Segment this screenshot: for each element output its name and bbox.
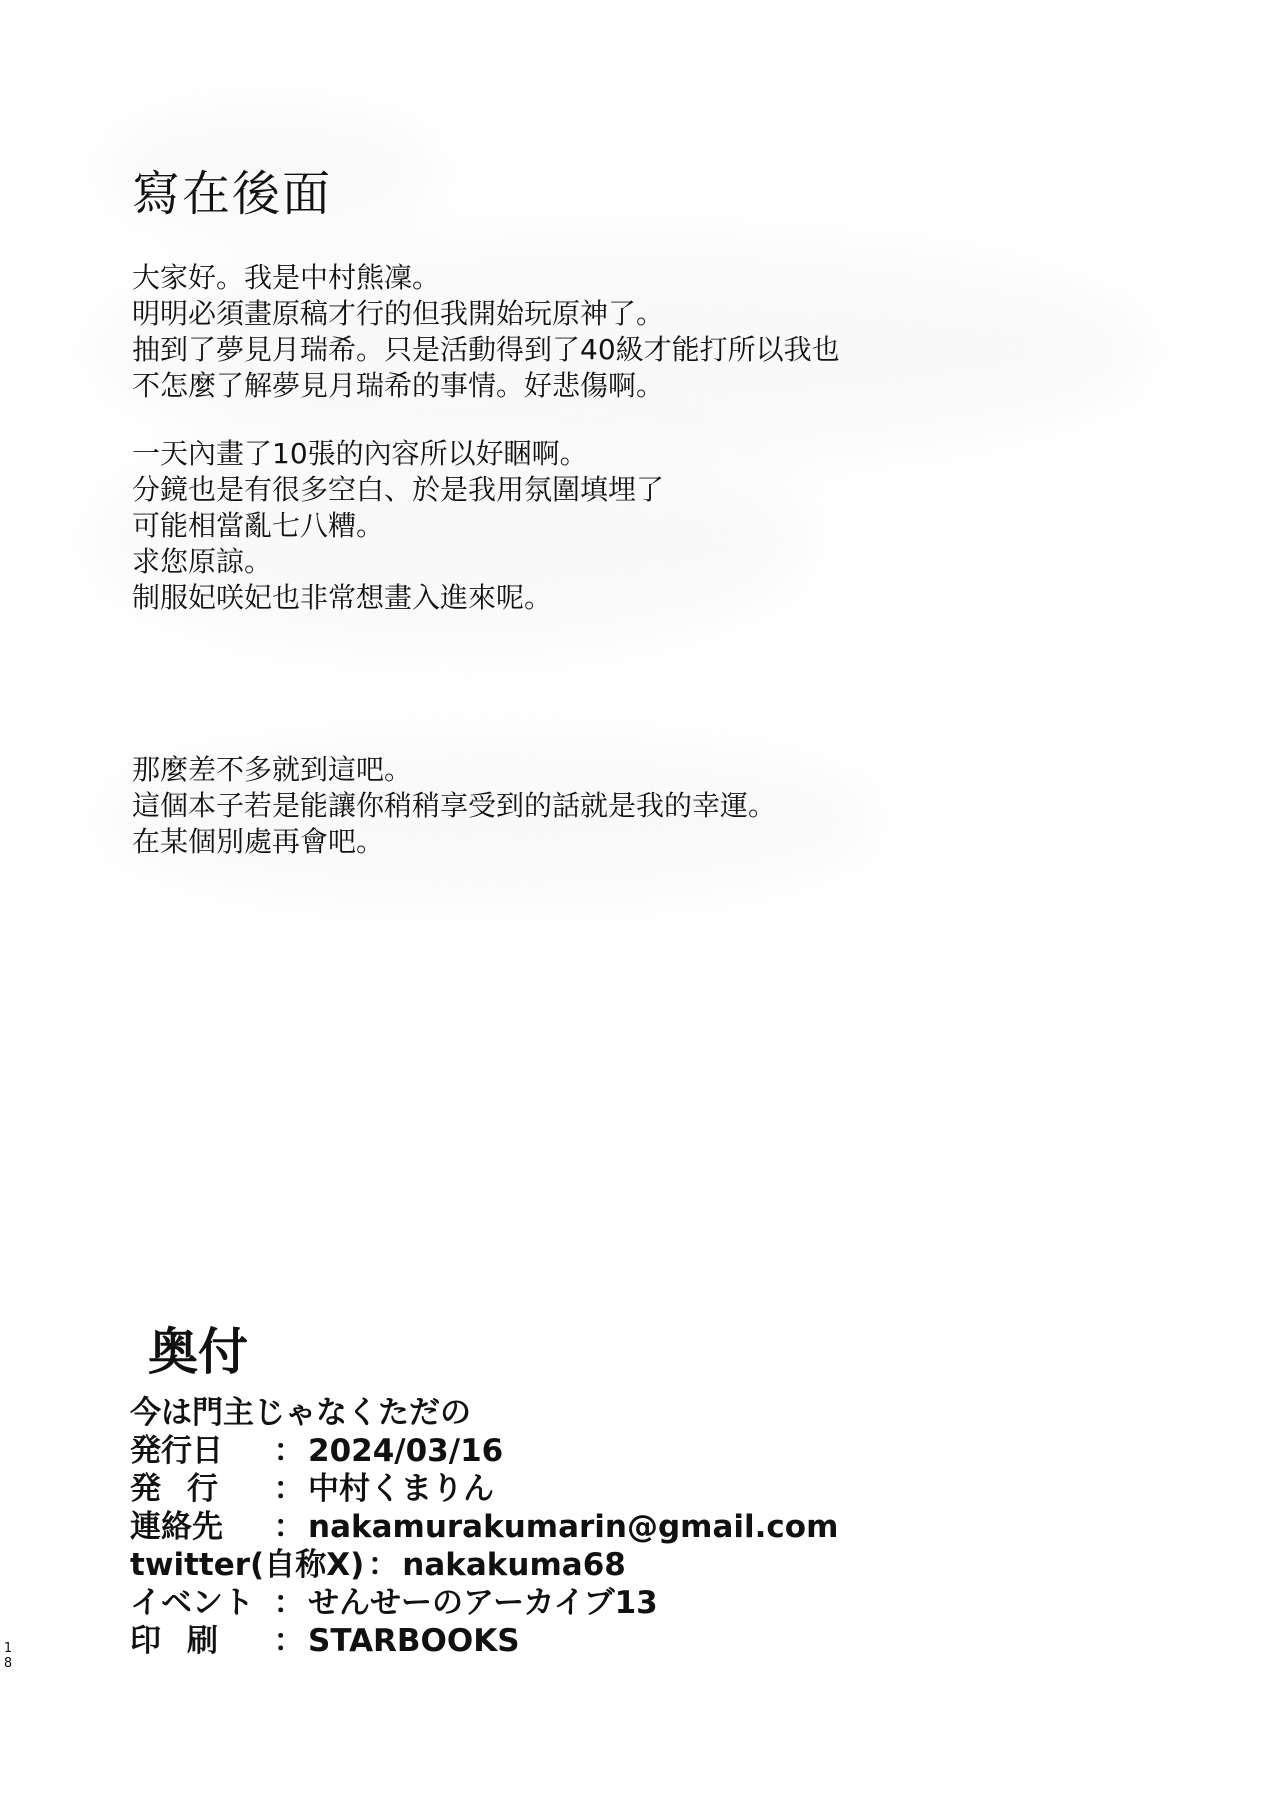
colophon-label: 発行日 [130, 1433, 223, 1469]
colophon-separator: ： [367, 1547, 399, 1583]
afterword-line: 這個本子若是能讓你稍稍享受到的話就是我的幸運。 [132, 789, 777, 822]
colophon-value: 2024/03/16 [308, 1433, 504, 1469]
colophon-label: 印刷 [130, 1623, 244, 1659]
colophon-value: STARBOOKS [308, 1623, 520, 1659]
colophon-value: nakakuma68 [402, 1547, 626, 1583]
page-number-digit: 1 [3, 1641, 13, 1656]
afterword-line: 明明必須畫原稿才行的但我開始玩原神了。 [132, 297, 665, 330]
colophon-separator: ： [273, 1471, 305, 1507]
colophon-row-printer [130, 1622, 838, 1660]
page-number-digit: 8 [3, 1656, 13, 1671]
colophon-row-publisher [130, 1470, 838, 1508]
afterword-line: 求您原諒。 [132, 545, 273, 578]
afterword-line: 分鏡也是有很多空白、於是我用氛圍填埋了 [132, 473, 665, 506]
afterword-line: 那麼差不多就到這吧。 [132, 753, 413, 786]
afterword-line: 制服妃咲妃也非常想畫入進來呢。 [132, 581, 553, 614]
afterword-line: 不怎麼了解夢見月瑞希的事情。好悲傷啊。 [132, 369, 665, 402]
page-number [3, 1641, 13, 1671]
colophon-separator: ： [273, 1623, 305, 1659]
colophon-row-date [130, 1432, 838, 1470]
colophon-title: 奥付 [148, 1322, 248, 1381]
colophon-row-twitter [130, 1546, 838, 1584]
colophon-book-title: 今は門主じゃなくただの [130, 1395, 471, 1431]
afterword-line: 可能相當亂七八糟。 [132, 509, 385, 542]
afterword-line: 在某個別處再會吧。 [132, 825, 385, 858]
colophon-block [130, 1394, 838, 1660]
afterword-line: 一天內畫了10張的內容所以好睏啊。 [132, 437, 588, 470]
colophon-value: 中村くまりん [308, 1471, 494, 1507]
colophon-row-contact [130, 1508, 838, 1546]
afterword-line: 大家好。我是中村熊凜。 [132, 261, 441, 294]
afterword-paragraph [132, 752, 776, 860]
colophon-value: せんせーのアーカイブ13 [308, 1585, 658, 1621]
afterword-line: 抽到了夢見月瑞希。只是活動得到了40級才能打所以我也 [132, 333, 840, 366]
colophon-label: twitter(自称X) [130, 1547, 365, 1583]
afterword-title: 寫在後面 [132, 166, 333, 223]
colophon-row-event [130, 1584, 838, 1622]
colophon-label: 発行 [130, 1471, 244, 1507]
colophon-separator: ： [273, 1585, 305, 1621]
afterword-paragraph [132, 260, 840, 404]
colophon-label: イベント [130, 1585, 254, 1621]
colophon-label: 連絡先 [130, 1509, 223, 1545]
colophon-separator: ： [273, 1433, 305, 1469]
colophon-value: nakamurakumarin@gmail.com [308, 1509, 839, 1545]
afterword-paragraph [132, 436, 664, 616]
colophon-separator: ： [273, 1509, 305, 1545]
